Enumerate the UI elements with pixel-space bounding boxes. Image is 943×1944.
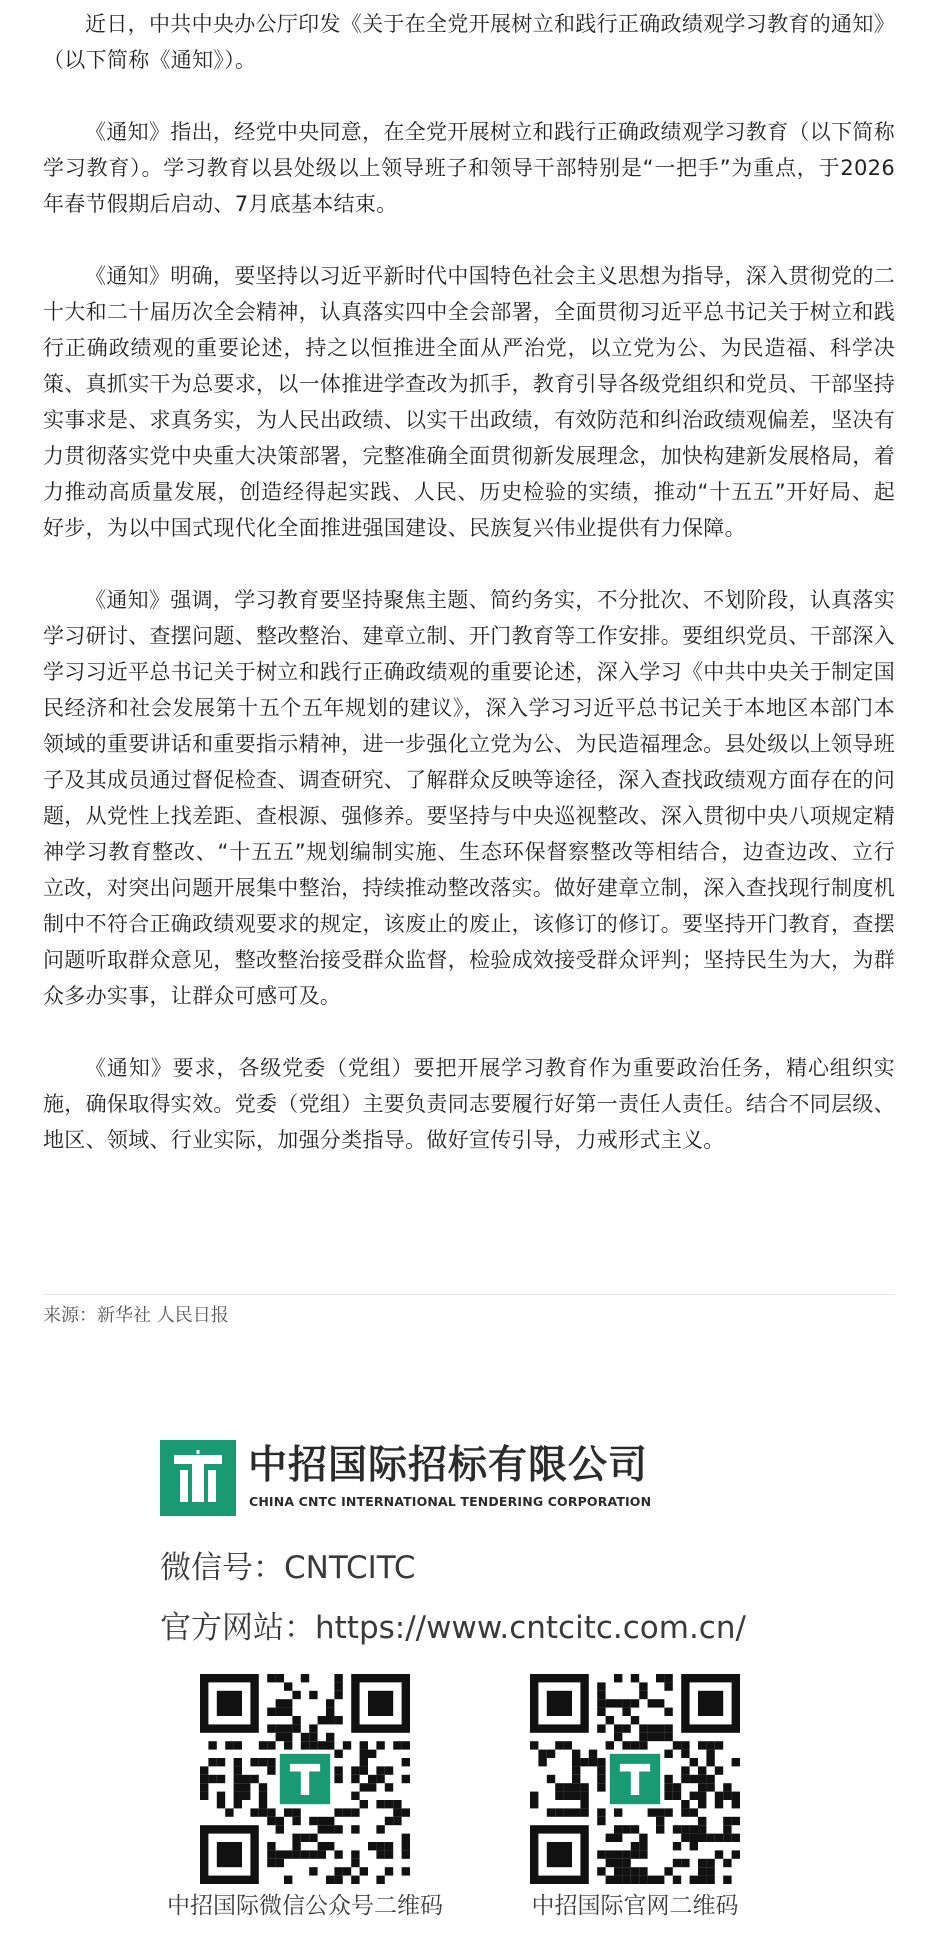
wechat-qr-code-icon bbox=[200, 1674, 410, 1884]
website-url: 官方网站：https://www.cntcitc.com.cn/ bbox=[160, 1610, 746, 1646]
article-source: 来源：新华社 人民日报 bbox=[43, 1305, 229, 1326]
wechat-qr-block bbox=[160, 1674, 450, 1922]
company-logo-icon bbox=[160, 1440, 236, 1516]
article-paragraph-5: 《通知》要求，各级党委（党组）要把开展学习教育作为重要政治任务，精心组织实施，确保取得实效。党委（党组）主要负责同志要履行好第一责任人责任。结合不同层级、地区、领域、行业实际，加强分类指导。做好宣传引导，力戒形式主义。 bbox=[43, 1056, 895, 1152]
article-paragraph-2: 《通知》指出，经党中央同意，在全党开展树立和践行正确政绩观学习教育（以下简称学习教育）。学习教育以县处级以上领导班子和领导干部特别是“一把手”为重点，于2026年春节假期后启动、7月底基本结束。 bbox=[43, 120, 895, 216]
wechat-id: 微信号：CNTCITC bbox=[160, 1550, 416, 1586]
website-qr-block bbox=[490, 1674, 780, 1922]
article-paragraph-4: 《通知》强调，学习教育要坚持聚焦主题、简约务实，不分批次、不划阶段，认真落实学习研讨、查摆问题、整改整治、建章立制、开门教育等工作安排。要组织党员、干部深入学习习近平总书记关于树立和践行正确政绩观的重要论述，深入学习《中共中央关于制定国民经济和社会发展第十五个五年规划的建议》，深入学习习近平总书记关于本地区本部门本领域的重要讲话和重要指示精神，进一步强化立党为公、为民造福理念。县处级以上领导班子及其成员通过督促检查、调查研究、了解群众反映等途径，深入查找政绩观方面存在的问题，从党性上找差距、查根源、强修养。要坚持与中央巡视整改、深入贯彻中央八项规定精神学习教育整改、“十五五”规划编制实施、生态环保督察整改等相结合，边查边改、立行立改，对突出问题开展集中整治，持续推动整改落实。做好建章立制，深入查找现行制度机制中不符合正确政绩观要求的规定，该废止的废止，该修订的修订。要坚持开门教育，查摆问题听取群众意见，整改整治接受群众监督，检验成效接受群众评判；坚持民生为大，为群众多办实事，让群众可感可及。 bbox=[43, 588, 895, 1008]
article-paragraph-1: 近日，中共中央办公厅印发《关于在全党开展树立和践行正确政绩观学习教育的通知》（以下简称《通知》）。 bbox=[43, 12, 895, 72]
source-divider bbox=[43, 1294, 895, 1295]
wechat-qr-caption: 中招国际微信公众号二维码 bbox=[167, 1893, 443, 1919]
website-qr-caption: 中招国际官网二维码 bbox=[531, 1893, 739, 1919]
company-card bbox=[160, 1440, 820, 1930]
article-body bbox=[43, 6, 895, 1194]
company-name-cn: 中招国际招标有限公司 bbox=[248, 1443, 649, 1488]
article-paragraph-3: 《通知》明确，要坚持以习近平新时代中国特色社会主义思想为指导，深入贯彻党的二十大和二十届历次全会精神，认真落实四中全会部署，全面贯彻习近平总书记关于树立和践行正确政绩观的重要论述，持之以恒推进全面从严治党，以立党为公、为民造福、科学决策、真抓实干为总要求，以一体推进学查改为抓手，教育引导各级党组织和党员、干部坚持实事求是、求真务实，为人民出政绩、以实干出政绩，有效防范和纠治政绩观偏差，坚决有力贯彻落实党中央重大决策部署，完整准确全面贯彻新发展理念，加快构建新发展格局，着力推动高质量发展，创造经得起实践、人民、历史检验的实绩，推动“十五五”开好局、起好步，为以中国式现代化全面推进强国建设、民族复兴伟业提供有力保障。 bbox=[43, 264, 895, 540]
company-name-en: CHINA CNTC INTERNATIONAL TENDERING CORPORATION bbox=[249, 1494, 652, 1509]
website-qr-code-icon bbox=[530, 1674, 740, 1884]
